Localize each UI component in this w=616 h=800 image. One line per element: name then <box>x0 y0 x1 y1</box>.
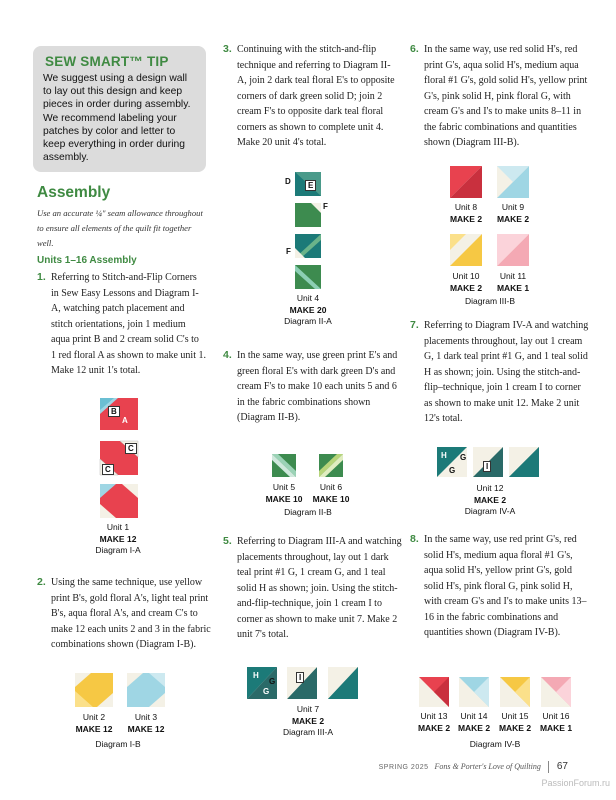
unit-15-caption <box>493 711 537 734</box>
make-count: MAKE 1 <box>496 282 530 293</box>
label-i: I <box>296 672 304 683</box>
unit-12-piece-2 <box>460 447 503 477</box>
unit-label: Unit 10 <box>452 271 480 281</box>
unit-12-piece-3 <box>509 447 539 477</box>
unit-16-block <box>541 677 571 707</box>
unit-1-block-c <box>100 484 138 518</box>
label-c: C <box>102 464 114 475</box>
unit-16-caption <box>534 711 578 734</box>
unit-13-block <box>419 677 449 707</box>
unit-4-piece-3 <box>295 234 321 258</box>
step-2 <box>37 575 211 653</box>
diagram-name: Diagram I-A <box>95 545 141 555</box>
step-number: 6. <box>410 43 419 55</box>
make-count: MAKE 12 <box>99 533 137 544</box>
label-h: H <box>253 671 259 680</box>
unit-label: Unit 14 <box>460 711 488 721</box>
unit-5-caption <box>262 482 306 505</box>
label-d: D <box>285 177 291 186</box>
unit-4-piece-1 <box>295 172 321 196</box>
make-count: MAKE 2 <box>449 282 483 293</box>
unit-label: Unit 7 <box>296 704 320 714</box>
unit-8-block <box>450 166 482 198</box>
page-number: 67 <box>556 760 568 772</box>
step-text: Referring to Diagram III-A and watching placements throughout, lay out 1 dark teal print #1 G, 1 cream G, and 1 teal solid H as shown; join. Using the stitch-and-flip-technique, join 1 cream I to corner as shown to make unit 7. Make 2 unit 7's total. <box>237 536 402 640</box>
diagram-iii-b-name: Diagram III-B <box>464 296 516 306</box>
step-8 <box>410 532 589 641</box>
unit-7-piece-2 <box>269 667 317 699</box>
diagram-i-b-name: Diagram I-B <box>95 739 141 749</box>
label-c: C <box>125 443 137 454</box>
unit-label: Unit 1 <box>106 522 130 532</box>
unit-3-block <box>127 673 165 707</box>
make-count: MAKE 10 <box>312 493 350 504</box>
diagram-name: Diagram II-A <box>284 316 332 326</box>
step-number: 8. <box>410 533 419 545</box>
unit-label: Unit 13 <box>420 711 448 721</box>
unit-10-block <box>450 234 482 266</box>
unit-14-caption <box>452 711 496 734</box>
make-count: MAKE 12 <box>127 723 165 734</box>
unit-14-block <box>459 677 489 707</box>
unit-4-piece-2 <box>295 203 321 227</box>
watermark: PassionForum.ru <box>541 778 610 788</box>
step-3 <box>223 42 399 151</box>
unit-label: Unit 12 <box>476 483 504 493</box>
step-text: Referring to Diagram IV-A and watching placements throughout, lay out 1 cream G, 1 dark teal print #1 G, and 1 teal solid H as shown; join. Using the stitch-and-flip–technique, join 1 cream I to corner as shown to make unit 12. Make 2 unit 12's total. <box>424 320 589 424</box>
step-text: Using the same technique, use yellow print B's, gold floral A's, light teal print B's, aqua floral A's, and cream C's to make 12 each units 2 and 3 in the fabric combinations shown (Diagram I-B). <box>51 577 211 650</box>
step-text: In the same way, use red print G's, red solid H's, medium aqua floral #1 G's, aqua solid H's, yellow print G's, gold solid H's, pink floral G, pink solid H, with cream G's and I's to make units 13–16 in the fabric combinations and quantities shown (Diagram IV-B). <box>424 534 587 638</box>
step-number: 1. <box>37 271 46 283</box>
unit-5-block <box>272 454 296 477</box>
make-count: MAKE 2 <box>473 494 507 505</box>
make-count: MAKE 2 <box>449 213 483 224</box>
step-number: 5. <box>223 535 232 547</box>
unit-6-block <box>319 454 343 477</box>
unit-label: Unit 6 <box>319 482 343 492</box>
diagram-name: Diagram III-A <box>282 727 334 737</box>
unit-label: Unit 11 <box>499 271 527 281</box>
unit-10-caption <box>443 271 489 294</box>
unit-1-block-b <box>100 441 138 475</box>
unit-13-caption <box>412 711 456 734</box>
assembly-intro: Use an accurate ¼" seam allowance throughout to ensure all elements of the quilt fit together well. <box>37 208 203 248</box>
tip-body: We suggest using a design wall to lay out this design and keep pieces in order during assembly. We recommend labeling your patches by color and letter to keep everything in order during assembly. <box>43 73 191 164</box>
unit-2-block <box>75 673 113 707</box>
make-count: MAKE 2 <box>496 213 530 224</box>
tip-title: SEW SMART™ TIP <box>45 54 169 69</box>
unit-label: Unit 16 <box>542 711 570 721</box>
unit-3-caption <box>122 712 170 735</box>
diagram-i-a-caption <box>78 522 158 557</box>
step-number: 3. <box>223 43 232 55</box>
page-footer <box>379 761 568 773</box>
step-1 <box>37 270 206 379</box>
diagram-ii-a-caption <box>268 293 348 328</box>
step-text: Continuing with the stitch-and-flip technique and referring to Diagram II-A, join 2 dark teal floral E's to opposite corners of dark green solid D; join 2 cream F's to opposite dark teal floral corners as shown to complete unit 4. Make 20 unit 4's total. <box>237 44 395 148</box>
sew-smart-tip-box <box>33 46 206 172</box>
diagram-ii-b-name: Diagram II-B <box>284 507 332 517</box>
make-count: MAKE 12 <box>75 723 113 734</box>
diagram-name: Diagram IV-A <box>464 506 516 516</box>
label-f: F <box>286 247 291 256</box>
step-text: In the same way, use red solid H's, red print G's, aqua solid H's, medium aqua floral #1 G's, gold solid H's, yellow print G's, pink solid H, pink floral G, with cream G's and I's to make units 8–11 in the fabric combinations and quantities shown (Diagram III-B). <box>424 44 588 148</box>
step-5 <box>223 534 402 643</box>
unit-6-caption <box>309 482 353 505</box>
label-e: E <box>305 180 316 191</box>
label-g: G <box>460 453 467 462</box>
step-number: 7. <box>410 319 419 331</box>
unit-label: Unit 5 <box>272 482 296 492</box>
label-a: A <box>122 416 128 425</box>
unit-11-block <box>497 234 529 266</box>
label-g: G <box>449 466 456 475</box>
footer-magazine: Fons & Porter's Love of Quilting <box>434 761 541 771</box>
step-number: 2. <box>37 576 46 588</box>
unit-9-caption <box>490 202 536 225</box>
unit-label: Unit 15 <box>501 711 529 721</box>
step-4 <box>223 348 402 426</box>
footer-season: SPRING 2025 <box>378 763 429 771</box>
diagram-iv-a-caption <box>450 483 530 518</box>
assembly-heading: Assembly <box>37 184 111 201</box>
unit-label: Unit 9 <box>501 202 525 212</box>
step-6 <box>410 42 589 151</box>
unit-8-caption <box>443 202 489 225</box>
unit-4-piece-4 <box>295 265 321 289</box>
step-text: In the same way, use green print E's and green floral E's with dark green D's and cream F's to make 10 each units 5 and 6 in the fabric combinations shown (Diagram II-B). <box>237 350 398 423</box>
unit-11-caption <box>490 271 536 294</box>
make-count: MAKE 10 <box>265 493 303 504</box>
label-f: F <box>323 202 328 211</box>
make-count: MAKE 2 <box>457 722 491 733</box>
unit-7-piece-3 <box>328 667 358 699</box>
unit-2-caption <box>70 712 118 735</box>
make-count: MAKE 2 <box>417 722 451 733</box>
unit-15-block <box>500 677 530 707</box>
unit-label: Unit 3 <box>134 712 158 722</box>
diagram-iv-b-name: Diagram IV-B <box>469 739 521 749</box>
footer-divider <box>548 761 549 773</box>
unit-label: Unit 4 <box>296 293 320 303</box>
make-count: MAKE 2 <box>498 722 532 733</box>
label-i: I <box>483 461 491 472</box>
make-count: MAKE 2 <box>291 715 325 726</box>
label-b: B <box>108 406 120 417</box>
make-count: MAKE 1 <box>539 722 573 733</box>
make-count: MAKE 20 <box>289 304 327 315</box>
diagram-iii-a-caption <box>268 704 348 739</box>
unit-label: Unit 2 <box>82 712 106 722</box>
unit-1-block-a <box>100 398 138 430</box>
units-heading: Units 1–16 Assembly <box>37 255 137 266</box>
unit-9-block <box>497 166 529 198</box>
step-number: 4. <box>223 349 232 361</box>
step-text: Referring to Stitch-and-Flip Corners in Sew Easy Lessons and Diagram I-A, watching patch placement and stitch orientations, join 1 medium aqua print B and 2 cream solid C's to 1 red floral A as shown to make unit 1. Make 12 unit 1's total. <box>51 272 206 376</box>
label-g: G <box>263 687 270 696</box>
unit-label: Unit 8 <box>454 202 478 212</box>
unit-12-piece-1 <box>437 447 467 477</box>
label-g: G <box>269 677 276 686</box>
label-h: H <box>441 451 447 460</box>
step-7 <box>410 318 589 427</box>
